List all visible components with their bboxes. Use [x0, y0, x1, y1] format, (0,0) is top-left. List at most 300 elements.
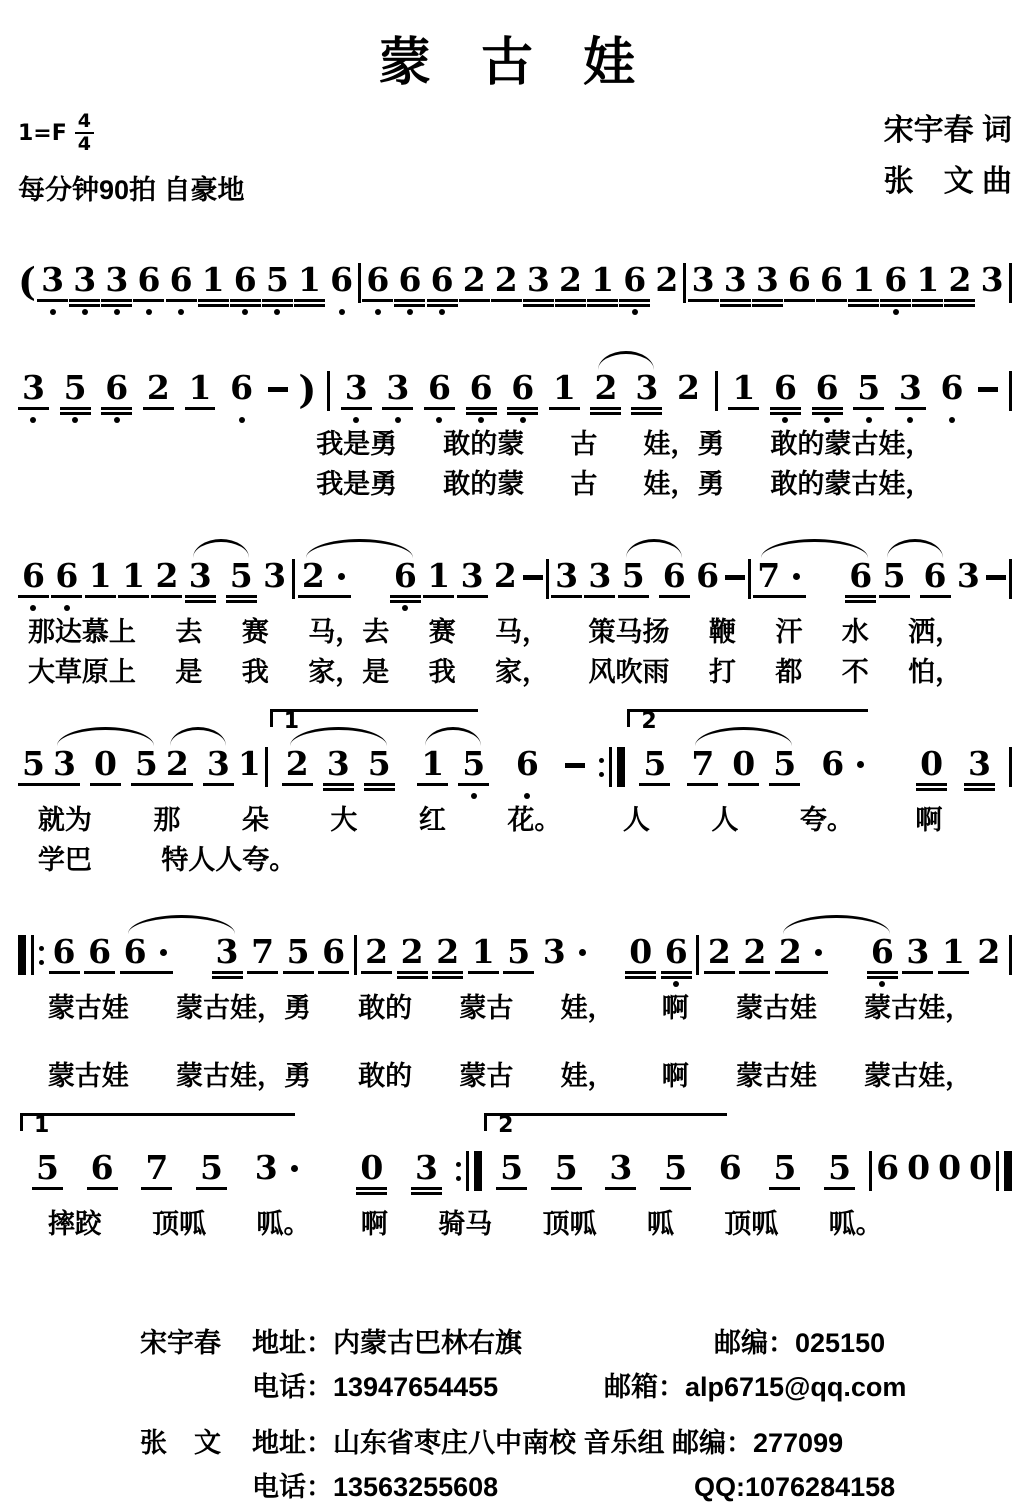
- note-value: 1: [418, 747, 447, 781]
- repeat-start: [18, 935, 44, 975]
- lyric-syllable: 大草原上: [27, 657, 136, 687]
- note-value: 5: [33, 1151, 62, 1185]
- note: [689, 260, 718, 315]
- paren: (: [18, 259, 36, 304]
- note-value: 2: [163, 747, 192, 781]
- note: [508, 368, 537, 423]
- note: [674, 368, 703, 423]
- note: [398, 932, 427, 987]
- note-value: 5: [552, 1151, 581, 1185]
- note: [660, 556, 689, 611]
- note: [186, 368, 215, 423]
- note: [965, 744, 994, 799]
- lyric-syllable: 赛: [241, 617, 269, 647]
- lyric-syllable: 那达慕上: [27, 617, 136, 647]
- note-value: 2: [362, 935, 391, 969]
- lyric-syllable: 顶呱: [724, 1209, 779, 1239]
- note: [412, 1148, 441, 1203]
- note: [966, 1148, 995, 1203]
- note-value: 6: [771, 371, 800, 405]
- barline: [358, 263, 361, 303]
- octave-dot-slot: [937, 405, 966, 423]
- note-value: 6: [508, 371, 537, 405]
- barline: [546, 559, 549, 599]
- note-value: 1: [199, 263, 228, 297]
- octave-dot-slot: [716, 1185, 745, 1203]
- octave-dot-slot: [652, 297, 681, 315]
- volta-bracket: [268, 709, 600, 799]
- note-value: 0: [938, 1148, 962, 1187]
- lyric-row: [38, 801, 943, 839]
- note-value: 6: [718, 1148, 742, 1187]
- low-octave-dot: [375, 309, 381, 315]
- barline: [748, 559, 751, 599]
- note: [552, 556, 581, 611]
- low-octave-dot: [274, 309, 280, 315]
- note: [362, 932, 391, 987]
- music-system: [18, 331, 1012, 503]
- note-value: 6: [876, 1148, 900, 1187]
- octave-dot-slot: [873, 1185, 902, 1203]
- octave-dot-slot: [818, 781, 869, 799]
- note-value: 5: [197, 1151, 226, 1185]
- note: [620, 260, 649, 315]
- note: [591, 368, 620, 423]
- note-value: 6: [660, 559, 689, 593]
- barline: [1009, 263, 1012, 303]
- note-value: 5: [619, 559, 648, 593]
- time-signature: [75, 112, 94, 154]
- note-value: 6: [620, 263, 649, 297]
- note-value: 6: [102, 371, 131, 405]
- slur-group: [417, 744, 489, 799]
- note-value: 0: [626, 935, 655, 969]
- slur-group: [162, 744, 234, 799]
- note-value: 1: [469, 935, 498, 969]
- contact-row: [140, 1465, 1012, 1504]
- low-octave-dot: [114, 417, 120, 423]
- note-value: 5: [880, 559, 909, 593]
- note: [144, 368, 173, 423]
- note-value: 6: [88, 1151, 117, 1185]
- augmentation-dot: [815, 949, 822, 956]
- low-octave-dot: [632, 309, 638, 315]
- header-meta: [18, 105, 1012, 207]
- note: [917, 744, 946, 799]
- lyric-syllable: 都: [775, 657, 803, 687]
- note-value: 1: [849, 263, 878, 297]
- slur-group: [185, 556, 257, 611]
- octave-dot-slot: [974, 969, 1003, 987]
- note: [231, 260, 260, 315]
- low-octave-dot: [436, 417, 442, 423]
- lyric-syllable: 夸。: [799, 805, 854, 835]
- barline: [327, 371, 330, 411]
- note-value: 0: [907, 1148, 931, 1187]
- note-value: 0: [969, 1148, 992, 1187]
- note-value: 3: [606, 1151, 635, 1185]
- low-octave-dot: [146, 309, 152, 315]
- note: [295, 260, 324, 315]
- low-octave-dot: [524, 793, 530, 799]
- systems: [18, 223, 1012, 1243]
- tempo-marking: 每分钟90拍 自豪地: [18, 175, 245, 205]
- note-value: 1: [588, 263, 617, 297]
- lyric-syllable: 是: [175, 657, 203, 687]
- note-value: 5: [19, 747, 48, 781]
- note-value: 2: [433, 935, 462, 969]
- lyric-syllable: 古: [570, 429, 598, 459]
- contact-row: [140, 1321, 1012, 1365]
- augmentation-dot: [857, 761, 864, 768]
- note: [85, 932, 114, 987]
- note-value: 5: [504, 935, 533, 969]
- note: [688, 744, 717, 799]
- lyric-syllable: 摔跤: [47, 1209, 102, 1239]
- lyric-syllable: 顶呱: [152, 1209, 207, 1239]
- note-value: 6: [696, 556, 720, 595]
- note: [974, 932, 1003, 987]
- note: [467, 368, 496, 423]
- slur-group: [687, 744, 800, 799]
- note: [904, 1148, 933, 1203]
- note-value: 3: [689, 263, 718, 297]
- note: [937, 368, 966, 423]
- lyric-syllable: 啊: [360, 1209, 388, 1239]
- lyric-syllable: 蒙古娃: [47, 993, 129, 1023]
- lyric-syllable: 特人人夸。: [161, 845, 297, 875]
- music-system: [18, 519, 1012, 691]
- lyric-row: [28, 653, 962, 691]
- note: [491, 556, 520, 611]
- contact-cell: QQ:1076284158: [694, 1472, 896, 1502]
- lyric-syllable: 啊: [661, 1061, 689, 1091]
- lyric-syllable: 呱。: [256, 1209, 311, 1239]
- note-value: 6: [363, 263, 392, 297]
- note: [497, 1148, 526, 1203]
- lyric-syllable: 蒙古娃，勇: [176, 993, 311, 1023]
- lyric-syllable: 敢的蒙: [443, 429, 525, 459]
- slur-group: [879, 556, 951, 611]
- note-value: 3: [721, 263, 750, 297]
- note-value: 7: [688, 747, 717, 781]
- lyric-syllable: 顶呱: [542, 1209, 597, 1239]
- note: [939, 932, 968, 987]
- note-value: 6: [19, 559, 48, 593]
- note: [428, 260, 457, 315]
- contact-cell: 邮箱：alp6715@qq.com: [604, 1372, 907, 1402]
- duration-dash: [986, 575, 1006, 580]
- note: [846, 556, 875, 611]
- repeat-end: [599, 747, 625, 787]
- low-octave-dot: [64, 605, 70, 611]
- lyric-syllable: 马，: [495, 617, 550, 647]
- augmentation-dot: [291, 1165, 298, 1172]
- lyric-syllable: 蒙古娃: [47, 1061, 129, 1091]
- note: [418, 744, 447, 799]
- lyric-syllable: 打: [708, 657, 736, 687]
- note: [86, 556, 115, 611]
- note-value: 3: [383, 371, 412, 405]
- note-value: 2: [945, 263, 974, 297]
- note-value: 3: [50, 747, 79, 781]
- note-value: 6: [846, 559, 875, 593]
- meter-numerator: 4: [75, 112, 94, 134]
- note-value: 3: [342, 371, 371, 405]
- note-value: 3: [980, 260, 1004, 299]
- note-value: 0: [729, 747, 758, 781]
- page-title: 蒙 古 娃: [378, 33, 652, 93]
- note: [213, 932, 242, 987]
- note: [19, 368, 48, 423]
- lyric-syllable: 我是勇: [316, 469, 398, 499]
- octave-dot-slot: [227, 405, 256, 423]
- note-value: 3: [903, 935, 932, 969]
- note-value: 6: [330, 260, 354, 299]
- music-system: [18, 223, 1012, 315]
- barline: [1009, 747, 1012, 787]
- note-value: 6: [134, 263, 163, 297]
- lyric-syllable: 红: [418, 805, 446, 835]
- note: [235, 744, 264, 799]
- note-value: 6: [50, 935, 79, 969]
- note-value: 5: [770, 747, 799, 781]
- slur-group: [618, 556, 690, 611]
- volta-bracket: [482, 1113, 869, 1203]
- lyric-syllable: 蒙古: [459, 1061, 514, 1091]
- augmentation-dot: [579, 949, 586, 956]
- note-value: 6: [85, 935, 114, 969]
- contact-cell: 宋宇春: [140, 1328, 221, 1358]
- lyric-syllable: 蒙古娃，: [864, 1061, 973, 1091]
- lyric-syllable: 啊: [661, 993, 689, 1023]
- note-value: 6: [662, 935, 691, 969]
- note: [19, 744, 48, 799]
- note: [284, 932, 313, 987]
- note: [186, 556, 215, 611]
- note-value: 5: [825, 1151, 854, 1185]
- lyric-syllable: 娃，: [560, 993, 615, 1023]
- note-value: 6: [940, 368, 964, 407]
- note: [524, 260, 553, 315]
- lyric-syllable: 汗: [775, 617, 803, 647]
- lyric-syllable: 我: [428, 657, 456, 687]
- low-octave-dot: [239, 417, 245, 423]
- note: [693, 556, 722, 611]
- lyric-syllable: 蒙古娃: [735, 993, 817, 1023]
- octave-dot-slot: [540, 969, 591, 987]
- note: [424, 556, 453, 611]
- note: [363, 260, 392, 315]
- note: [729, 744, 758, 799]
- note-value: 0: [357, 1151, 386, 1185]
- note-value: 6: [167, 263, 196, 297]
- slur-group: [282, 744, 395, 799]
- key-signature: [18, 112, 245, 154]
- barline: [696, 935, 699, 975]
- note-value: 2: [977, 932, 1001, 971]
- note: [740, 932, 769, 987]
- note: [260, 556, 289, 611]
- note: [881, 260, 910, 315]
- note: [50, 932, 79, 987]
- slur-group: [775, 932, 898, 987]
- lyric-row: [38, 841, 296, 879]
- slur-group: [49, 744, 162, 799]
- note: [119, 556, 148, 611]
- note-value: 2: [591, 371, 620, 405]
- note: [70, 260, 99, 315]
- note-value: 0: [91, 747, 120, 781]
- lyric-syllable: 那: [153, 805, 181, 835]
- lyric-syllable: 敢的蒙: [443, 469, 525, 499]
- lyric-syllable: 娃，勇: [643, 429, 725, 459]
- key-tempo-block: [18, 112, 245, 207]
- note: [19, 556, 48, 611]
- note-value: 3: [965, 747, 994, 781]
- note-value: 6: [785, 263, 814, 297]
- note: [585, 556, 614, 611]
- note: [632, 368, 661, 423]
- note: [391, 556, 420, 611]
- note: [50, 744, 79, 799]
- note: [540, 932, 591, 987]
- lyric-syllable: 怕，: [908, 657, 963, 687]
- octave-dot-slot: [978, 297, 1007, 315]
- note: [227, 556, 256, 611]
- note: [776, 932, 827, 987]
- lyric-syllable: 敢的蒙古娃，: [770, 429, 933, 459]
- note: [61, 368, 90, 423]
- final-barline: [996, 1151, 1012, 1191]
- repeat-dots: [456, 1151, 461, 1191]
- contact-cell: 地址：内蒙古巴林右旗: [252, 1328, 522, 1358]
- note-value: 6: [121, 935, 172, 969]
- contact-cell: [140, 1465, 252, 1504]
- low-octave-dot: [439, 309, 445, 315]
- note-value: 7: [142, 1151, 171, 1185]
- note: [248, 932, 277, 987]
- barline: [683, 263, 686, 303]
- low-octave-dot: [478, 417, 484, 423]
- note: [849, 260, 878, 315]
- note: [142, 1148, 171, 1203]
- note: [880, 556, 909, 611]
- note-value: 3: [896, 371, 925, 405]
- contact-cell: 地址：山东省枣庄八中南校 音乐组 邮编：277099: [252, 1428, 844, 1458]
- lyric-syllable: 风吹雨: [588, 657, 670, 687]
- repeat-end: [456, 1151, 482, 1191]
- notation-row: [18, 519, 1012, 611]
- key-label: 1=F: [18, 120, 67, 146]
- note-value: 7: [248, 935, 277, 969]
- lyric-row: [316, 425, 932, 463]
- note-value: 6: [881, 263, 910, 297]
- low-octave-dot: [72, 417, 78, 423]
- composer-credit: 张 文 曲: [883, 165, 1012, 198]
- lyricist-credit: 宋宇春 词: [883, 114, 1012, 147]
- note-value: 3: [213, 935, 242, 969]
- low-octave-dot: [907, 417, 913, 423]
- note: [921, 556, 950, 611]
- note-value: 1: [295, 263, 324, 297]
- note: [299, 556, 350, 611]
- note-value: 2: [677, 368, 701, 407]
- note-value: 6: [817, 263, 846, 297]
- contact-row: [140, 1365, 1012, 1409]
- notation-row: [18, 1111, 1012, 1203]
- note: [342, 368, 371, 423]
- note: [383, 368, 412, 423]
- note-value: 5: [770, 1151, 799, 1185]
- barline: [292, 559, 295, 599]
- note-value: 2: [655, 260, 679, 299]
- note: [357, 1148, 386, 1203]
- octave-dot-slot: [935, 1185, 964, 1203]
- note: [954, 556, 983, 611]
- note: [38, 260, 67, 315]
- meter-denominator: 4: [77, 133, 92, 155]
- note-value: 6: [813, 371, 842, 405]
- contact-cell: 电话：13563255608: [252, 1472, 499, 1502]
- note-value: 3: [552, 559, 581, 593]
- lyric-syllable: 娃，: [560, 1061, 615, 1091]
- lyric-syllable: 我: [241, 657, 269, 687]
- note: [227, 368, 256, 423]
- lyric-syllable: 鞭: [708, 617, 736, 647]
- note-value: 6: [319, 935, 348, 969]
- note-value: 5: [132, 747, 161, 781]
- contact-cell: [140, 1365, 252, 1409]
- note-value: 3: [753, 263, 782, 297]
- barline: [1009, 935, 1012, 975]
- note: [550, 368, 579, 423]
- lyric-syllable: 蒙古娃，勇: [176, 1061, 311, 1091]
- contact-cell: 张 文: [140, 1428, 221, 1458]
- duration-dash: [523, 575, 543, 580]
- note-value: 2: [556, 263, 585, 297]
- low-octave-dot: [353, 417, 359, 423]
- note-value: 2: [776, 935, 827, 969]
- note: [716, 1148, 745, 1203]
- lyric-syllable: 蒙古娃: [735, 1061, 817, 1091]
- note-value: 1: [237, 744, 261, 783]
- octave-dot-slot: [491, 593, 520, 611]
- lyric-syllable: 洒，: [908, 617, 963, 647]
- repeat-dots: [39, 935, 44, 975]
- barline: [1009, 371, 1012, 411]
- note: [662, 932, 691, 987]
- note-value: 3: [956, 556, 980, 595]
- low-octave-dot: [879, 981, 885, 987]
- note: [252, 1148, 303, 1203]
- paren: ): [298, 367, 317, 412]
- note: [721, 260, 750, 315]
- duration-dash: [978, 387, 998, 392]
- lyric-syllable: 就为: [37, 805, 92, 835]
- lyric-syllable: 不: [841, 657, 869, 687]
- note: [606, 1148, 635, 1203]
- note-value: 3: [324, 747, 353, 781]
- note: [91, 744, 120, 799]
- credits-block: [884, 105, 1012, 207]
- lyric-syllable: 骑马: [438, 1209, 493, 1239]
- note-value: 2: [493, 556, 517, 595]
- note: [167, 260, 196, 315]
- note-value: 5: [227, 559, 256, 593]
- low-octave-dot: [114, 309, 120, 315]
- lyric-syllable: 朵: [241, 805, 269, 835]
